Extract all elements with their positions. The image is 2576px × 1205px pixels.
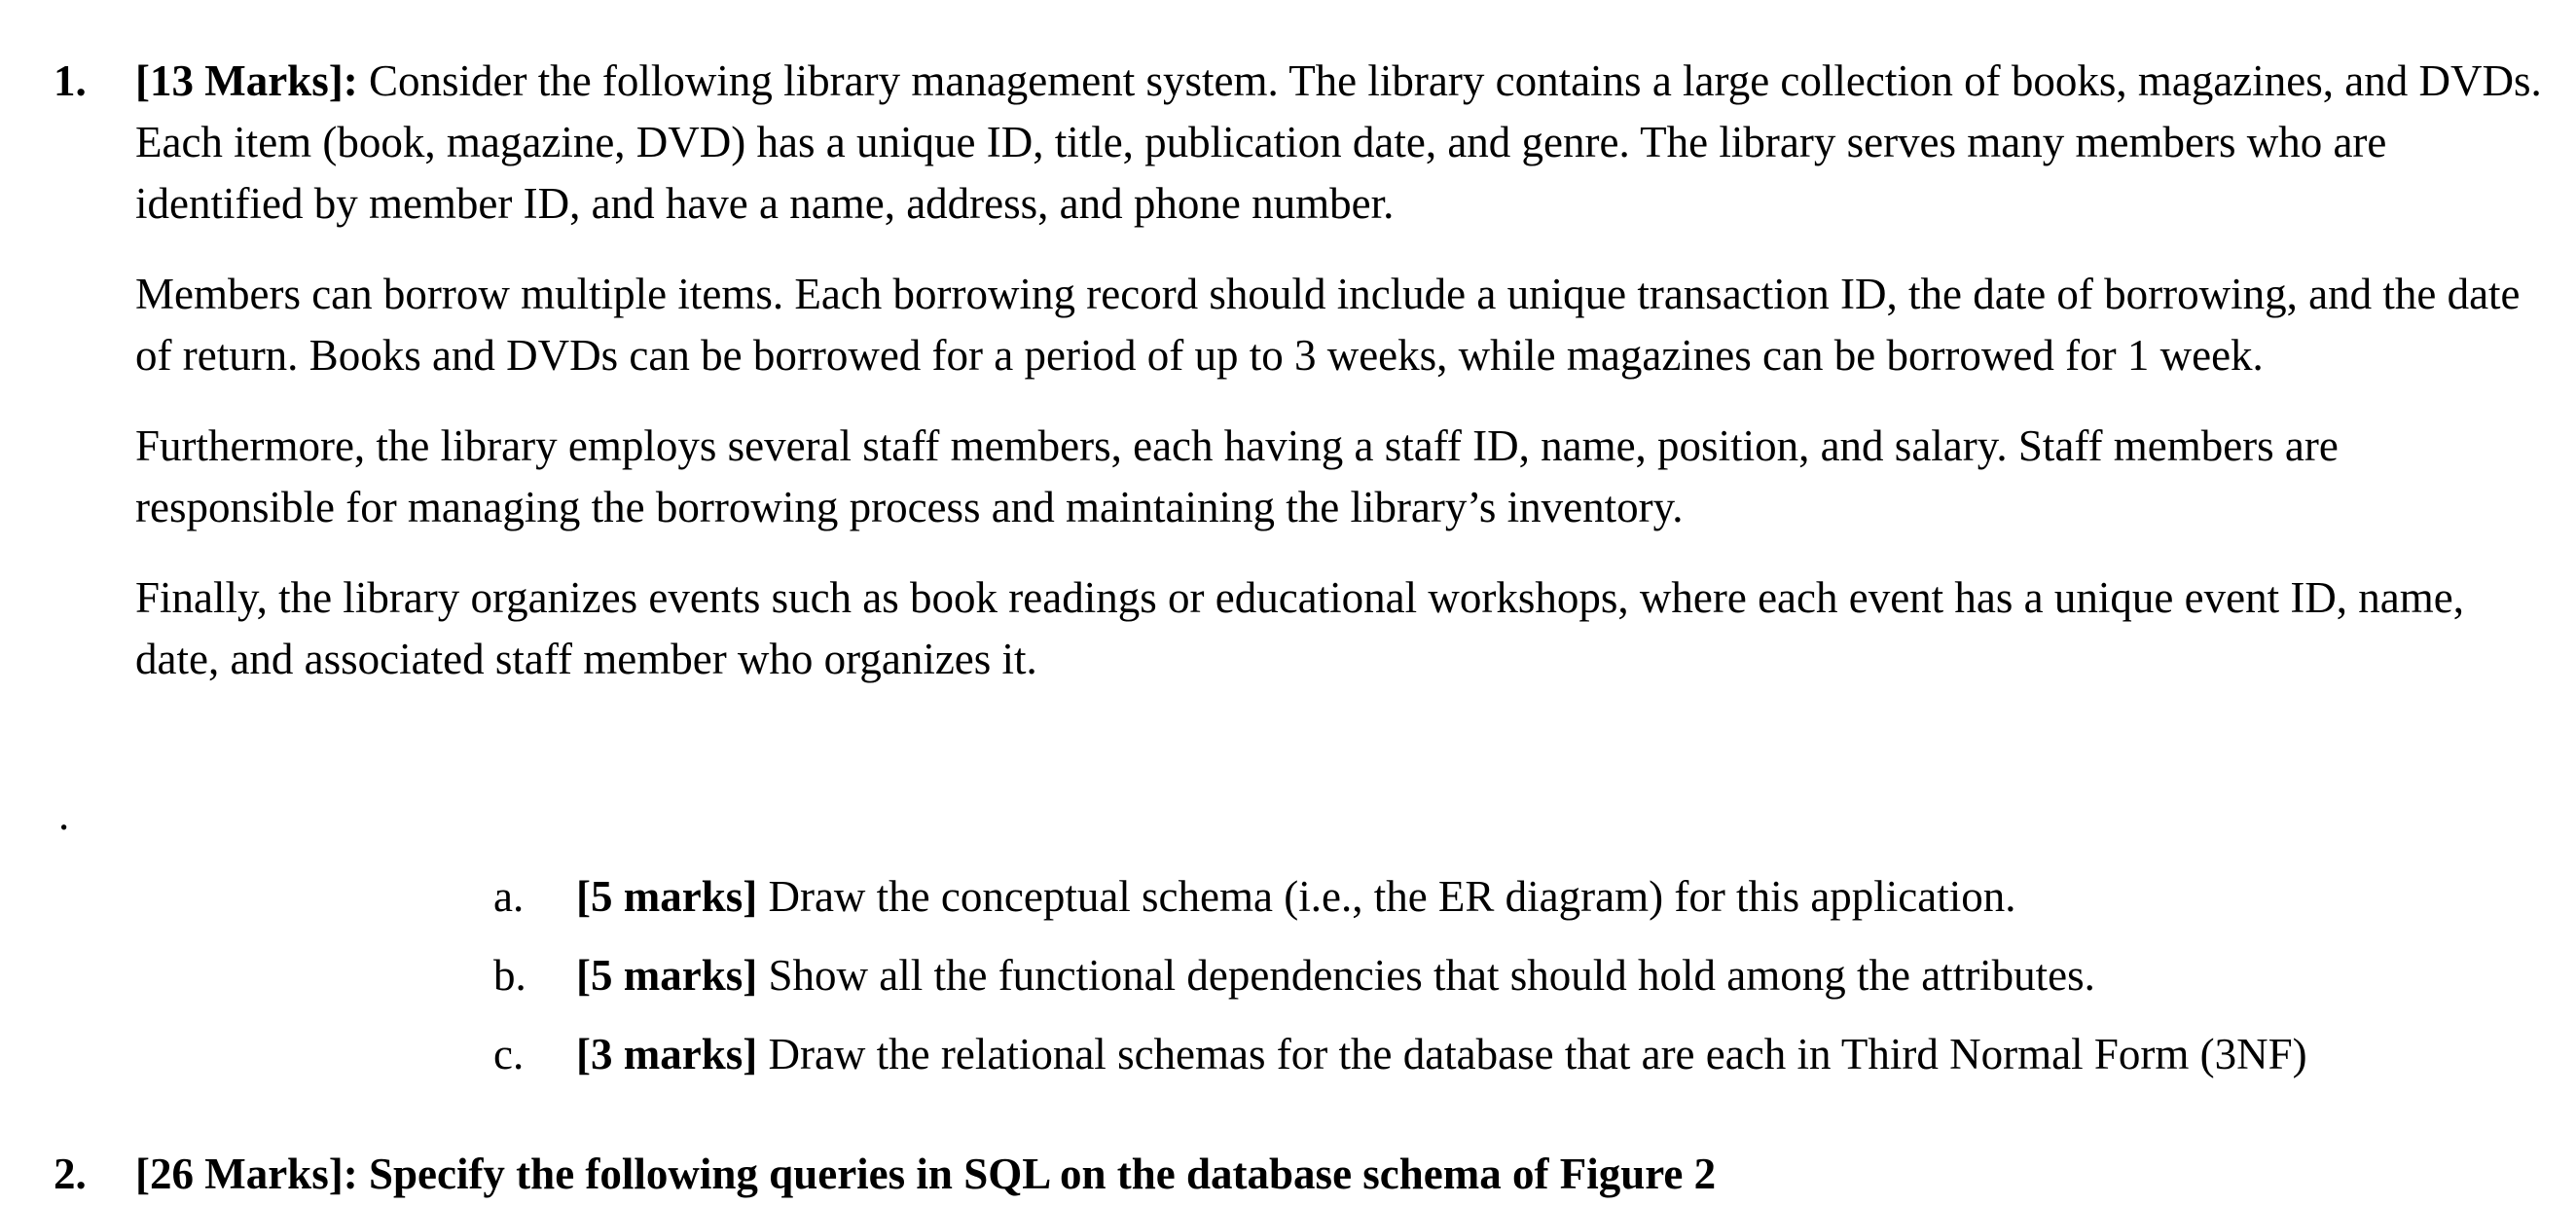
question-2-text: [26 Marks]: Specify the following queries in SQL on the database schema of Figure 2 [135,1150,1717,1198]
subpart-a-description: Draw the conceptual schema (i.e., the ER diagram) for this application. [768,872,2016,921]
subpart-b-marks: [5 marks] [576,951,758,1000]
subpart-a-text [576,866,2547,928]
subpart-c [493,1024,2547,1085]
stray-period-mark: . [58,790,70,839]
subpart-c-letter: c. [493,1030,525,1078]
question-2-line [54,1144,1716,1205]
question-1-paragraph-4: Finally, the library organizes events such as book readings or educational workshops, where each event has a unique event ID, name, date, and associated staff member who organizes it. [135,573,2464,683]
question-1-marks: [13 Marks]: [135,56,358,105]
question-1-body [135,51,2549,719]
subpart-c-description: Draw the relational schemas for the database that are each in Third Normal Form (3NF) [768,1030,2307,1078]
question-1-paragraph-2: Members can borrow multiple items. Each borrowing record should include a unique transaction ID, the date of borrowing, and the date of return. Books and DVDs can be borrowed for a period of up to 3 weeks, while magazines can be borrowed for 1 week. [135,270,2521,380]
subpart-c-text [576,1024,2547,1085]
question-1-number: 1. [54,56,87,105]
subpart-b-description: Show all the functional dependencies that should hold among the attributes. [768,951,2095,1000]
subpart-b [493,945,2547,1006]
question-1-paragraph-1 [135,51,2549,235]
subpart-a-letter: a. [493,872,525,921]
subpart-a-marks: [5 marks] [576,872,758,921]
question-1-paragraph-3: Furthermore, the library employs several staff members, each having a staff ID, name, position, and salary. Staff members are responsible for managing the borrowing process and maintaining the library’s inventory. [135,421,2339,531]
question-2-number: 2. [54,1150,87,1198]
subpart-a [493,866,2547,928]
subpart-b-letter: b. [493,951,526,1000]
subpart-c-marks: [3 marks] [576,1030,758,1078]
question-1-subparts [493,866,2547,1103]
question-2-clipped [54,1144,2545,1198]
subpart-b-text [576,945,2547,1006]
question-1-paragraph-1-text: Consider the following library management system. The library contains a large collection of books, magazines, and DVDs. Each item (book, magazine, DVD) has a unique ID, title, publication date, and genre. The library serves many members who are identified by member ID, and have a name, address, and phone number. [135,56,2542,228]
